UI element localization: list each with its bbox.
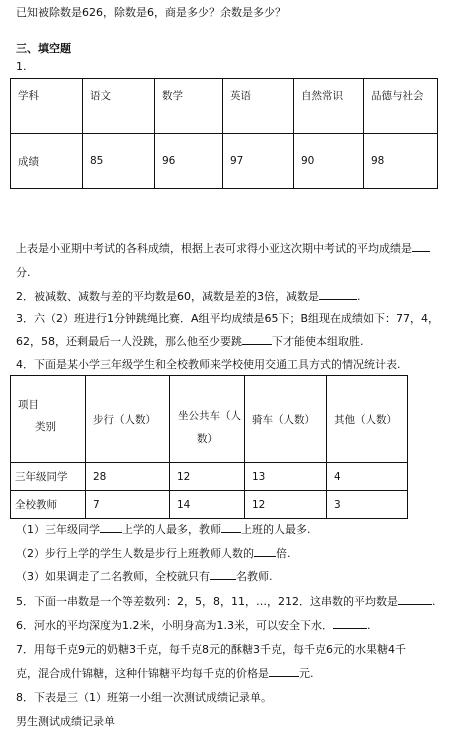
subject-scores-table xyxy=(10,78,438,189)
table-cell: 14 xyxy=(170,491,245,519)
table-header-row xyxy=(11,376,408,463)
answer-blank xyxy=(242,333,272,345)
section-title: 三、填空题 xyxy=(16,42,71,55)
table-cell: 成绩 xyxy=(11,134,83,189)
answer-blank xyxy=(210,568,236,580)
table-cell: 4 xyxy=(327,463,408,491)
question-4-3-b: 名教师. xyxy=(236,570,273,583)
question-4-1-a: （1）三年级同学 xyxy=(16,523,100,536)
question-7-line-1: 7．用每千克9元的奶糖3千克，每千克8元的酥糖3千克，每千克6元的水果糖4千 xyxy=(16,643,406,656)
question-4-1-b: 上学的人最多，教师 xyxy=(122,523,221,536)
answer-blank xyxy=(221,521,241,533)
question-5-text: 5．下面一串数是一个等差数列：2，5，8，11，…，212．这串数的平均数是 xyxy=(16,595,398,608)
table-cell: 13 xyxy=(245,463,327,491)
question-4-3 xyxy=(16,568,273,584)
transport-table xyxy=(10,375,408,519)
question-4-2-b: 倍. xyxy=(276,547,291,560)
answer-blank xyxy=(100,521,122,533)
corner-top-label: 项目 xyxy=(18,399,39,411)
table-cell: 7 xyxy=(86,491,170,519)
header-line-2: 数） xyxy=(197,433,218,445)
question-4-1 xyxy=(16,521,311,537)
table-cell: 85 xyxy=(83,134,155,189)
question-8-subtitle: 男生测试成绩记录单 xyxy=(16,715,115,728)
question-4-3-a: （3）如果调走了二名教师，全校就只有 xyxy=(16,570,210,583)
table-cell: 数学 xyxy=(155,79,223,134)
question-3-line-1: 3．六（2）班进行1分钟跳绳比赛．A组平均成绩是65下；B组现在成绩如下：77，4， xyxy=(16,312,440,325)
question-4-text: 4．下面是某小学三年级学生和全校教师来学校使用交通工具方式的情况统计表. xyxy=(16,358,401,371)
question-1-text-a: 上表是小亚期中考试的各科成绩，根据上表可求得小亚这次期中考试的平均成绩是 xyxy=(16,242,412,255)
question-5-end: . xyxy=(432,595,436,608)
question-4-1-c: 上班的人最多. xyxy=(241,523,311,536)
table-cell: 其他（人数） xyxy=(327,376,408,463)
table-cell: 98 xyxy=(364,134,438,189)
table-row xyxy=(11,134,438,189)
table-cell: 语文 xyxy=(83,79,155,134)
answer-blank xyxy=(333,617,367,629)
table-cell: 自然常识 xyxy=(294,79,364,134)
table-row xyxy=(11,491,408,519)
question-6-end: . xyxy=(366,619,371,632)
table-cell: 28 xyxy=(86,463,170,491)
question-3-line-2 xyxy=(16,333,364,349)
corner-bottom-label: 类别 xyxy=(35,421,56,433)
answer-blank xyxy=(254,545,276,557)
question-5 xyxy=(16,593,436,609)
table-cell: 品德与社会 xyxy=(364,79,438,134)
question-6 xyxy=(16,617,370,633)
question-1-text xyxy=(16,240,430,256)
table-cell: 全校教师 xyxy=(11,491,86,519)
answer-blank xyxy=(319,288,357,300)
table-cell: 学科 xyxy=(11,79,83,134)
question-7-line-2 xyxy=(16,665,314,681)
answer-blank xyxy=(269,665,299,677)
question-3-text-a: 62，58，还剩最后一人没跳，那么他至少要跳 xyxy=(16,335,242,348)
table-cell: 90 xyxy=(294,134,364,189)
question-4-2 xyxy=(16,545,291,561)
table-header-row xyxy=(11,79,438,134)
table-cell: 步行（人数） xyxy=(86,376,170,463)
intro-line: 已知被除数是626，除数是6，商是多少？余数是多少？ xyxy=(16,6,286,19)
question-2 xyxy=(16,288,361,304)
question-6-text: 6．河水的平均深度为1.2米，小明身高为1.3米，可以安全下水． xyxy=(16,619,333,632)
corner-cell xyxy=(11,376,86,463)
question-2-end: . xyxy=(357,290,361,303)
table-cell: 3 xyxy=(327,491,408,519)
answer-blank xyxy=(398,593,432,605)
question-3-text-b: 下才能使本组取胜. xyxy=(272,335,364,348)
table-cell: 12 xyxy=(245,491,327,519)
question-7-text-b: 元. xyxy=(299,667,314,680)
table-cell: 三年级同学 xyxy=(11,463,86,491)
table-cell xyxy=(170,376,245,463)
table-cell: 骑车（人数） xyxy=(245,376,327,463)
question-7-text-a: 克，混合成什锦糖，这种什锦糖平均每千克的价格是 xyxy=(16,667,269,680)
question-1-text-b: 分. xyxy=(16,266,31,279)
table-row xyxy=(11,463,408,491)
question-8-text: 8．下表是三（1）班第一小组一次测试成绩记录单。 xyxy=(16,691,272,704)
question-1-number: 1. xyxy=(16,60,27,73)
table-cell: 12 xyxy=(170,463,245,491)
answer-blank xyxy=(412,240,430,252)
table-cell: 96 xyxy=(155,134,223,189)
table-cell: 97 xyxy=(223,134,294,189)
question-4-2-a: （2）步行上学的学生人数是步行上班教师人数的 xyxy=(16,547,254,560)
table-cell: 英语 xyxy=(223,79,294,134)
question-2-text: 2．被减数、减数与差的平均数是60，减数是差的3倍，减数是 xyxy=(16,290,319,303)
header-line-1: 坐公共车（人 xyxy=(178,410,241,422)
